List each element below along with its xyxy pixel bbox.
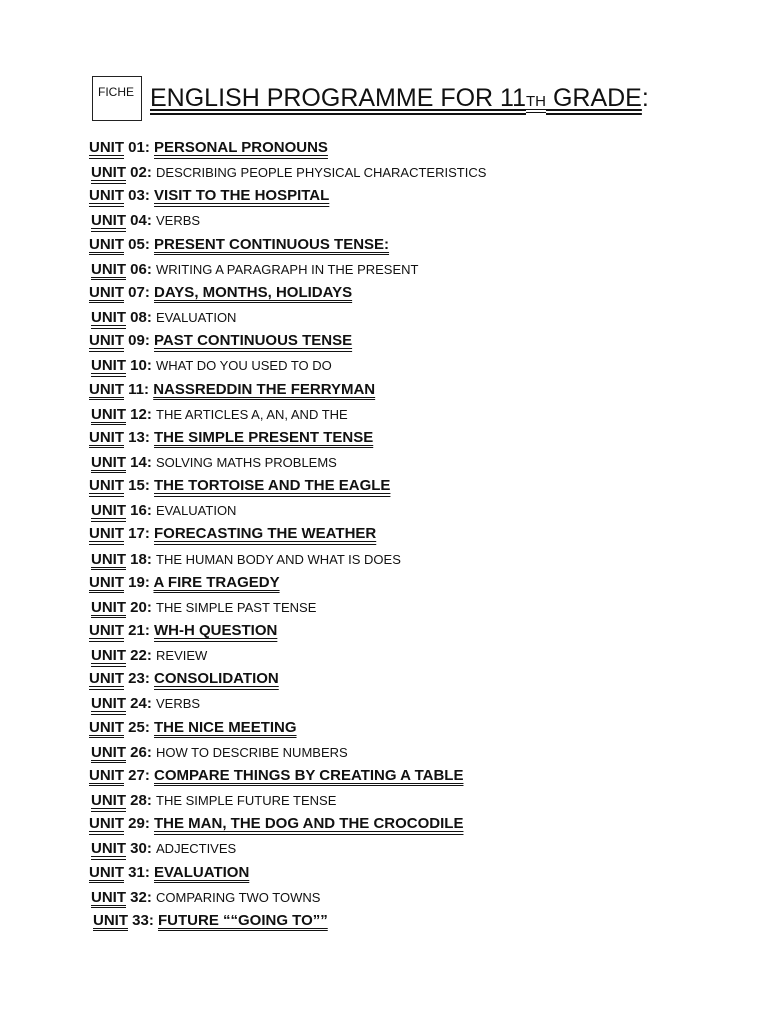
unit-number: 06: bbox=[126, 260, 157, 278]
unit-label: UNIT bbox=[91, 405, 126, 423]
unit-label: UNIT bbox=[89, 670, 124, 688]
unit-row bbox=[89, 332, 352, 349]
unit-label: UNIT bbox=[91, 792, 126, 810]
unit-topic: DAYS, MONTHS, HOLIDAYS bbox=[154, 283, 353, 301]
unit-topic: THE SIMPLE PAST TENSE bbox=[156, 599, 317, 615]
unit-topic: HOW TO DESCRIBE NUMBERS bbox=[156, 744, 348, 760]
unit-label: UNIT bbox=[89, 573, 124, 591]
unit-row bbox=[89, 622, 277, 639]
unit-number: 19: bbox=[124, 573, 154, 591]
unit-row bbox=[89, 767, 463, 784]
unit-topic: EVALUATION bbox=[156, 503, 237, 519]
unit-number: 17: bbox=[124, 525, 155, 543]
unit-number: 31: bbox=[124, 863, 155, 881]
unit-number: 01: bbox=[124, 139, 155, 156]
unit-topic: NASSREDDIN THE FERRYMAN bbox=[153, 380, 376, 398]
unit-topic: FUTURE ““GOING TO”” bbox=[158, 911, 328, 929]
unit-row bbox=[89, 477, 390, 494]
unit-label: UNIT bbox=[89, 380, 124, 398]
unit-label: UNIT bbox=[91, 453, 126, 471]
unit-row bbox=[91, 647, 207, 664]
unit-row bbox=[89, 236, 389, 253]
unit-row bbox=[89, 139, 328, 156]
unit-topic: DESCRIBING PEOPLE PHYSICAL CHARACTERISTICS bbox=[156, 165, 487, 181]
fiche-label: FICHE bbox=[98, 85, 134, 99]
unit-topic: THE HUMAN BODY AND WHAT IS DOES bbox=[156, 551, 401, 567]
unit-label: UNIT bbox=[91, 647, 126, 665]
unit-row bbox=[89, 670, 279, 687]
unit-number: 12: bbox=[126, 405, 157, 423]
unit-number: 33: bbox=[128, 911, 159, 929]
unit-row bbox=[91, 792, 336, 809]
unit-row bbox=[89, 815, 463, 832]
unit-number: 24: bbox=[126, 695, 157, 713]
unit-topic: VISIT TO THE HOSPITAL bbox=[154, 187, 330, 205]
unit-row bbox=[91, 502, 236, 519]
unit-topic: THE ARTICLES A, AN, AND THE bbox=[156, 406, 348, 422]
unit-number: 10: bbox=[126, 357, 157, 375]
unit-topic: REVIEW bbox=[156, 648, 208, 664]
unit-number: 20: bbox=[126, 598, 157, 616]
unit-row bbox=[91, 889, 320, 906]
unit-topic: COMPARE THINGS BY CREATING A TABLE bbox=[154, 766, 464, 784]
unit-number: 30: bbox=[126, 840, 157, 858]
unit-label: UNIT bbox=[89, 622, 124, 639]
unit-row bbox=[89, 187, 329, 204]
unit-label: UNIT bbox=[89, 815, 124, 833]
unit-label: UNIT bbox=[91, 260, 126, 278]
unit-topic: FORECASTING THE WEATHER bbox=[154, 525, 377, 543]
unit-label: UNIT bbox=[89, 525, 124, 543]
title-superscript: TH bbox=[526, 93, 546, 110]
unit-label: UNIT bbox=[89, 139, 124, 156]
unit-label: UNIT bbox=[91, 888, 126, 906]
unit-row bbox=[91, 357, 332, 374]
unit-row bbox=[91, 599, 316, 616]
unit-number: 25: bbox=[124, 718, 155, 736]
unit-number: 27: bbox=[124, 766, 155, 784]
unit-label: UNIT bbox=[89, 718, 124, 736]
unit-row bbox=[91, 695, 200, 712]
unit-topic: WHAT DO YOU USED TO DO bbox=[156, 358, 332, 374]
unit-number: 23: bbox=[124, 670, 155, 688]
unit-label: UNIT bbox=[91, 598, 126, 616]
unit-row bbox=[89, 574, 280, 591]
unit-label: UNIT bbox=[91, 502, 126, 520]
unit-label: UNIT bbox=[91, 164, 126, 182]
unit-topic: THE SIMPLE FUTURE TENSE bbox=[156, 793, 337, 809]
unit-label: UNIT bbox=[89, 863, 124, 881]
unit-number: 11: bbox=[124, 380, 154, 398]
unit-row bbox=[91, 309, 236, 326]
unit-topic: THE NICE MEETING bbox=[154, 718, 297, 736]
unit-topic: VERBS bbox=[156, 213, 201, 229]
title-main: ENGLISH PROGRAMME FOR 11 bbox=[150, 84, 526, 112]
unit-row bbox=[91, 744, 348, 761]
unit-topic: THE MAN, THE DOG AND THE CROCODILE bbox=[154, 815, 464, 833]
unit-topic: COMPARING TWO TOWNS bbox=[156, 889, 321, 905]
page-title bbox=[150, 84, 649, 113]
unit-label: UNIT bbox=[93, 911, 128, 929]
unit-label: UNIT bbox=[89, 235, 124, 253]
unit-number: 15: bbox=[124, 477, 155, 495]
unit-row bbox=[89, 525, 376, 542]
unit-label: UNIT bbox=[91, 357, 126, 375]
unit-row bbox=[91, 406, 348, 423]
unit-number: 03: bbox=[124, 187, 155, 205]
unit-number: 04: bbox=[126, 212, 157, 230]
unit-label: UNIT bbox=[89, 428, 124, 446]
unit-topic: THE SIMPLE PRESENT TENSE bbox=[154, 428, 374, 446]
unit-topic: VERBS bbox=[156, 696, 201, 712]
title-colon: : bbox=[641, 84, 649, 112]
unit-number: 08: bbox=[126, 309, 157, 327]
unit-topic: EVALUATION bbox=[156, 310, 237, 326]
unit-label: UNIT bbox=[89, 766, 124, 784]
unit-row bbox=[91, 551, 401, 568]
unit-number: 07: bbox=[124, 283, 155, 301]
unit-number: 32: bbox=[126, 888, 157, 906]
unit-row bbox=[91, 164, 486, 181]
unit-label: UNIT bbox=[89, 332, 124, 350]
unit-topic: WRITING A PARAGRAPH IN THE PRESENT bbox=[156, 261, 419, 277]
unit-number: 26: bbox=[126, 743, 157, 761]
unit-topic: THE TORTOISE AND THE EAGLE bbox=[154, 477, 391, 495]
unit-label: UNIT bbox=[89, 477, 124, 495]
unit-number: 29: bbox=[124, 815, 155, 833]
unit-label: UNIT bbox=[91, 695, 126, 713]
unit-topic: ADJECTIVES bbox=[156, 841, 237, 857]
unit-number: 09: bbox=[124, 332, 155, 350]
unit-row bbox=[89, 864, 249, 881]
unit-topic: CONSOLIDATION bbox=[154, 670, 279, 688]
fiche-label-box bbox=[92, 76, 142, 121]
unit-number: 16: bbox=[126, 502, 157, 520]
unit-number: 21: bbox=[124, 622, 155, 639]
unit-label: UNIT bbox=[89, 283, 124, 301]
unit-number: 14: bbox=[126, 453, 157, 471]
unit-row bbox=[89, 429, 373, 446]
unit-number: 28: bbox=[126, 792, 157, 810]
unit-topic: PRESENT CONTINUOUS TENSE: bbox=[154, 235, 390, 253]
unit-row bbox=[91, 212, 200, 229]
unit-label: UNIT bbox=[91, 743, 126, 761]
unit-topic: EVALUATION bbox=[154, 863, 250, 881]
unit-topic: A FIRE TRAGEDY bbox=[153, 573, 280, 591]
unit-topic: WH-H QUESTION bbox=[154, 622, 278, 639]
unit-label: UNIT bbox=[91, 212, 126, 230]
unit-number: 22: bbox=[126, 647, 157, 665]
unit-label: UNIT bbox=[91, 840, 126, 858]
unit-label: UNIT bbox=[91, 309, 126, 327]
unit-row bbox=[89, 381, 375, 398]
unit-topic: PAST CONTINUOUS TENSE bbox=[154, 332, 353, 350]
unit-topic: PERSONAL PRONOUNS bbox=[154, 139, 328, 156]
unit-label: UNIT bbox=[89, 187, 124, 205]
unit-row bbox=[89, 284, 352, 301]
unit-row bbox=[91, 261, 418, 278]
unit-row bbox=[93, 912, 328, 929]
unit-row bbox=[89, 719, 297, 736]
unit-number: 05: bbox=[124, 235, 155, 253]
unit-number: 13: bbox=[124, 428, 155, 446]
unit-number: 18: bbox=[126, 550, 157, 568]
unit-number: 02: bbox=[126, 164, 157, 182]
title-end: GRADE bbox=[546, 84, 642, 112]
unit-row bbox=[91, 840, 236, 857]
unit-topic: SOLVING MATHS PROBLEMS bbox=[156, 454, 337, 470]
unit-label: UNIT bbox=[91, 550, 126, 568]
unit-row bbox=[91, 454, 337, 471]
